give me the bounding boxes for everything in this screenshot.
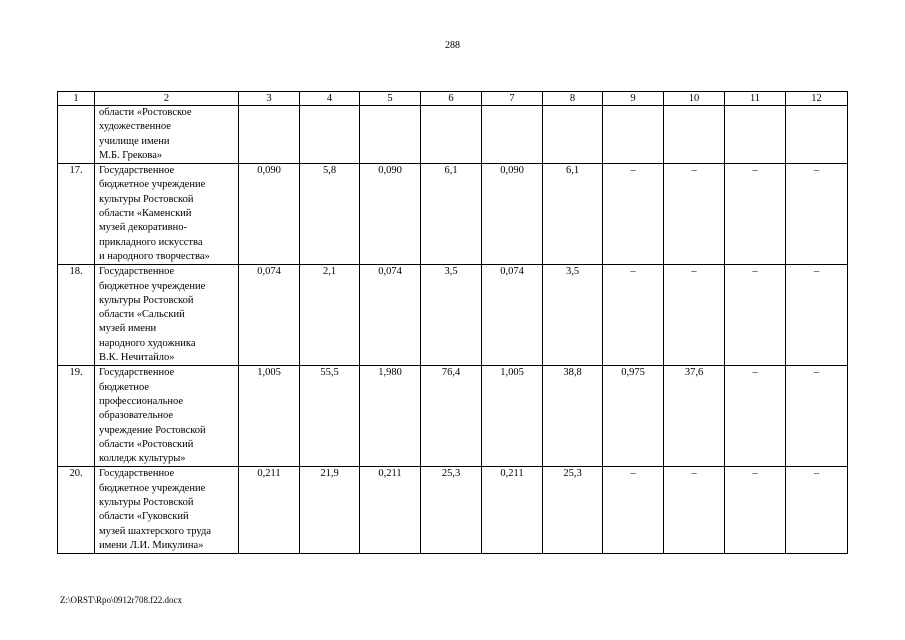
column-header: 5 xyxy=(360,92,421,106)
value-cell: 25,3 xyxy=(421,467,482,554)
institution-name-line: прикладного искусства xyxy=(99,236,203,248)
table-header-row xyxy=(58,92,848,106)
institution-name-line: М.Б. Грекова» xyxy=(99,149,163,161)
value-cell: 5,8 xyxy=(300,164,360,265)
value-cell: 6,1 xyxy=(543,164,603,265)
value-cell: 38,8 xyxy=(543,366,603,467)
institution-name xyxy=(95,366,239,467)
row-number: 17. xyxy=(58,164,95,265)
institution-name xyxy=(95,467,239,554)
value-cell xyxy=(300,106,360,164)
row-number: 20. xyxy=(58,467,95,554)
value-cell: 0,211 xyxy=(239,467,300,554)
column-header: 1 xyxy=(58,92,95,106)
institution-name xyxy=(95,265,239,366)
value-cell: 0,074 xyxy=(360,265,421,366)
column-header: 7 xyxy=(482,92,543,106)
value-cell xyxy=(725,106,786,164)
institution-name xyxy=(95,164,239,265)
institution-name xyxy=(95,106,239,164)
page-number: 288 xyxy=(445,40,460,51)
value-cell: 21,9 xyxy=(300,467,360,554)
value-cell: 1,980 xyxy=(360,366,421,467)
value-cell: 37,6 xyxy=(664,366,725,467)
value-cell: 76,4 xyxy=(421,366,482,467)
value-cell: 0,074 xyxy=(239,265,300,366)
value-cell: 25,3 xyxy=(543,467,603,554)
column-header: 8 xyxy=(543,92,603,106)
column-header: 11 xyxy=(725,92,786,106)
value-cell xyxy=(239,106,300,164)
column-header: 3 xyxy=(239,92,300,106)
value-cell: 55,5 xyxy=(300,366,360,467)
value-cell xyxy=(360,106,421,164)
institution-name-line: культуры Ростовской xyxy=(99,294,194,306)
institution-name-line: бюджетное xyxy=(99,381,150,393)
institution-name-line: бюджетное учреждение xyxy=(99,482,206,494)
value-cell: 6,1 xyxy=(421,164,482,265)
institution-name-line: образовательное xyxy=(99,410,173,422)
value-cell: – xyxy=(786,467,848,554)
value-cell: 3,5 xyxy=(543,265,603,366)
footer-file-path: Z:\ORST\Rpo\0912r708.f22.docx xyxy=(60,595,182,605)
column-header: 6 xyxy=(421,92,482,106)
value-cell: – xyxy=(664,467,725,554)
institution-name-line: культуры Ростовской xyxy=(99,497,194,509)
value-cell: – xyxy=(603,467,664,554)
value-cell: 0,090 xyxy=(239,164,300,265)
value-cell xyxy=(664,106,725,164)
institution-name-line: Государственное xyxy=(99,468,175,480)
institution-name-line: и народного творчества» xyxy=(99,250,210,262)
value-cell: – xyxy=(664,265,725,366)
value-cell: 1,005 xyxy=(482,366,543,467)
row-number: 19. xyxy=(58,366,95,467)
value-cell xyxy=(543,106,603,164)
institution-name-line: В.К. Нечитайло» xyxy=(99,352,175,364)
institution-name-line: Государственное xyxy=(99,165,175,177)
value-cell: – xyxy=(725,164,786,265)
institution-name-line: училище имени xyxy=(99,135,170,147)
column-header: 2 xyxy=(95,92,239,106)
column-header: 9 xyxy=(603,92,664,106)
row-number xyxy=(58,106,95,164)
value-cell: – xyxy=(786,265,848,366)
value-cell: 3,5 xyxy=(421,265,482,366)
institution-name-line: области «Гуковский xyxy=(99,511,189,523)
value-cell xyxy=(786,106,848,164)
institution-name-line: области «Сальский xyxy=(99,309,185,321)
table-row xyxy=(58,467,848,554)
institution-name-line: учреждение Ростовской xyxy=(99,424,206,436)
value-cell: 0,211 xyxy=(360,467,421,554)
data-table xyxy=(57,91,848,554)
value-cell: – xyxy=(725,467,786,554)
value-cell: 0,090 xyxy=(360,164,421,265)
institution-name-line: области «Ростовский xyxy=(99,438,194,450)
institution-name-line: Государственное xyxy=(99,266,175,278)
column-header: 10 xyxy=(664,92,725,106)
institution-name-line: народного художника xyxy=(99,337,196,349)
institution-name-line: музей шахтерского труда xyxy=(99,525,211,537)
institution-name-line: музей имени xyxy=(99,323,157,335)
value-cell: 0,090 xyxy=(482,164,543,265)
column-header: 4 xyxy=(300,92,360,106)
value-cell: – xyxy=(786,366,848,467)
institution-name-line: музей декоративно- xyxy=(99,222,187,234)
value-cell: – xyxy=(603,164,664,265)
institution-name-line: культуры Ростовской xyxy=(99,193,194,205)
value-cell: – xyxy=(725,265,786,366)
value-cell: 0,975 xyxy=(603,366,664,467)
value-cell xyxy=(482,106,543,164)
institution-name-line: профессиональное xyxy=(99,395,184,407)
table-row xyxy=(58,265,848,366)
value-cell: – xyxy=(786,164,848,265)
institution-name-line: бюджетное учреждение xyxy=(99,179,206,191)
table-row xyxy=(58,164,848,265)
value-cell: 2,1 xyxy=(300,265,360,366)
value-cell: – xyxy=(725,366,786,467)
institution-name-line: колледж культуры» xyxy=(99,453,186,465)
institution-name-line: бюджетное учреждение xyxy=(99,280,206,292)
table-row xyxy=(58,106,848,164)
value-cell: – xyxy=(664,164,725,265)
value-cell: – xyxy=(603,265,664,366)
table-row xyxy=(58,366,848,467)
value-cell: 0,211 xyxy=(482,467,543,554)
institution-name-line: Государственное xyxy=(99,367,175,379)
row-number: 18. xyxy=(58,265,95,366)
value-cell xyxy=(603,106,664,164)
value-cell: 0,074 xyxy=(482,265,543,366)
institution-name-line: области «Каменский xyxy=(99,208,192,220)
value-cell xyxy=(421,106,482,164)
institution-name-line: области «Ростовское xyxy=(99,107,192,118)
institution-name-line: имени Л.И. Микулина» xyxy=(99,539,204,551)
value-cell: 1,005 xyxy=(239,366,300,467)
column-header: 12 xyxy=(786,92,848,106)
institution-name-line: художественное xyxy=(99,121,171,133)
